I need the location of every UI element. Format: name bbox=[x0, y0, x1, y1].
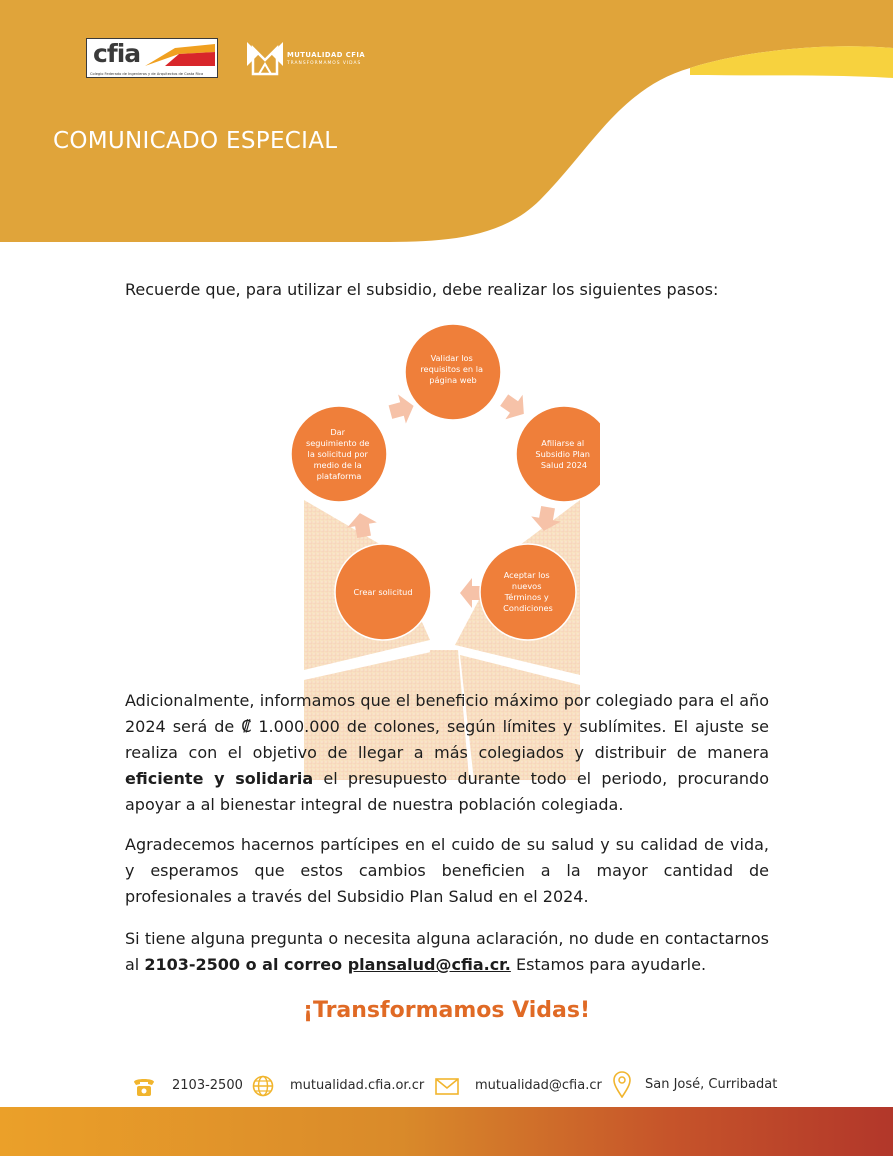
intro-text: Recuerde que, para utilizar el subsidio, debe realizar los siguientes pasos: bbox=[125, 280, 719, 299]
paragraph-benefit-part1: Adicionalmente, informamos que el beneficio máximo por colegiado para el año 2024 será de ₡ 1.000.000 de colones, según límites y sublímites. El ajuste se realiza con el objetivo de llegar a más colegiados y distribuir de manera bbox=[125, 691, 769, 762]
mutualidad-logo-name: MUTUALIDAD CFIA bbox=[287, 51, 366, 59]
cfia-logo-word: cfia bbox=[93, 39, 141, 68]
footer-location: San José, Curribadat bbox=[645, 1077, 778, 1092]
cfia-logo-mark bbox=[145, 42, 215, 66]
cfia-logo bbox=[86, 38, 218, 78]
step-label-4: Crear solicitud bbox=[353, 587, 413, 597]
globe-icon bbox=[252, 1075, 274, 1097]
step-label-2: Afiliarse al Subsidio Plan Salud 2024 bbox=[535, 438, 591, 470]
paragraph-benefit bbox=[125, 688, 769, 818]
footer-email[interactable]: mutualidad@cfia.cr bbox=[475, 1078, 602, 1093]
mutualidad-logo-mark bbox=[245, 38, 285, 78]
step-label-3: Aceptar los nuevos Términos y Condiciones bbox=[503, 570, 553, 613]
paragraph-benefit-part2: el presupuesto durante todo el periodo, procurando apoyar a al bienestar integral de nuestra población colegiada. bbox=[125, 769, 769, 814]
footer-website[interactable]: mutualidad.cfia.or.cr bbox=[290, 1078, 425, 1093]
paragraph-contact bbox=[125, 926, 769, 978]
step-label-1: Validar los requisitos en la página web bbox=[420, 353, 484, 385]
cfia-logo-tagline: Colegio Federado de Ingenieros y de Arquitectos de Costa Rica bbox=[90, 72, 204, 76]
phone-icon bbox=[132, 1076, 156, 1098]
footer-phone[interactable]: 2103-2500 bbox=[172, 1078, 243, 1093]
paragraph-contact-part2: Estamos para ayudarle. bbox=[510, 955, 707, 974]
location-pin-icon bbox=[612, 1070, 632, 1098]
page-title: COMUNICADO ESPECIAL bbox=[53, 128, 338, 154]
paragraph-contact-part1: Si tiene alguna pregunta o necesita alguna aclaración, no dude en contactarnos al bbox=[125, 929, 769, 974]
paragraph-thanks: Agradecemos hacernos partícipes en el cuido de su salud y su calidad de vida, y esperamos que estos cambios beneficien a la mayor cantidad de profesionales a través del Subsidio Plan Salud en el 2024. bbox=[125, 835, 769, 906]
footer-contacts bbox=[0, 1070, 893, 1104]
mail-icon bbox=[435, 1078, 459, 1095]
mutualidad-logo-tagline: TRANSFORMAMOS VIDAS bbox=[287, 61, 362, 66]
step-1-line: Validar los bbox=[430, 353, 473, 363]
slogan: ¡Transformamos Vidas! bbox=[302, 998, 591, 1023]
footer-color-bar bbox=[0, 1107, 893, 1156]
contact-phone-bold: 2103-2500 o al correo bbox=[144, 955, 348, 974]
mutualidad-logo bbox=[245, 38, 375, 78]
step-label-5: Dar seguimiento de la solicitud por medio de la plataforma bbox=[305, 427, 370, 481]
paragraph-benefit-bold: eficiente y solidaria bbox=[125, 769, 314, 788]
contact-email-link[interactable]: plansalud@cfia.cr. bbox=[347, 955, 511, 974]
